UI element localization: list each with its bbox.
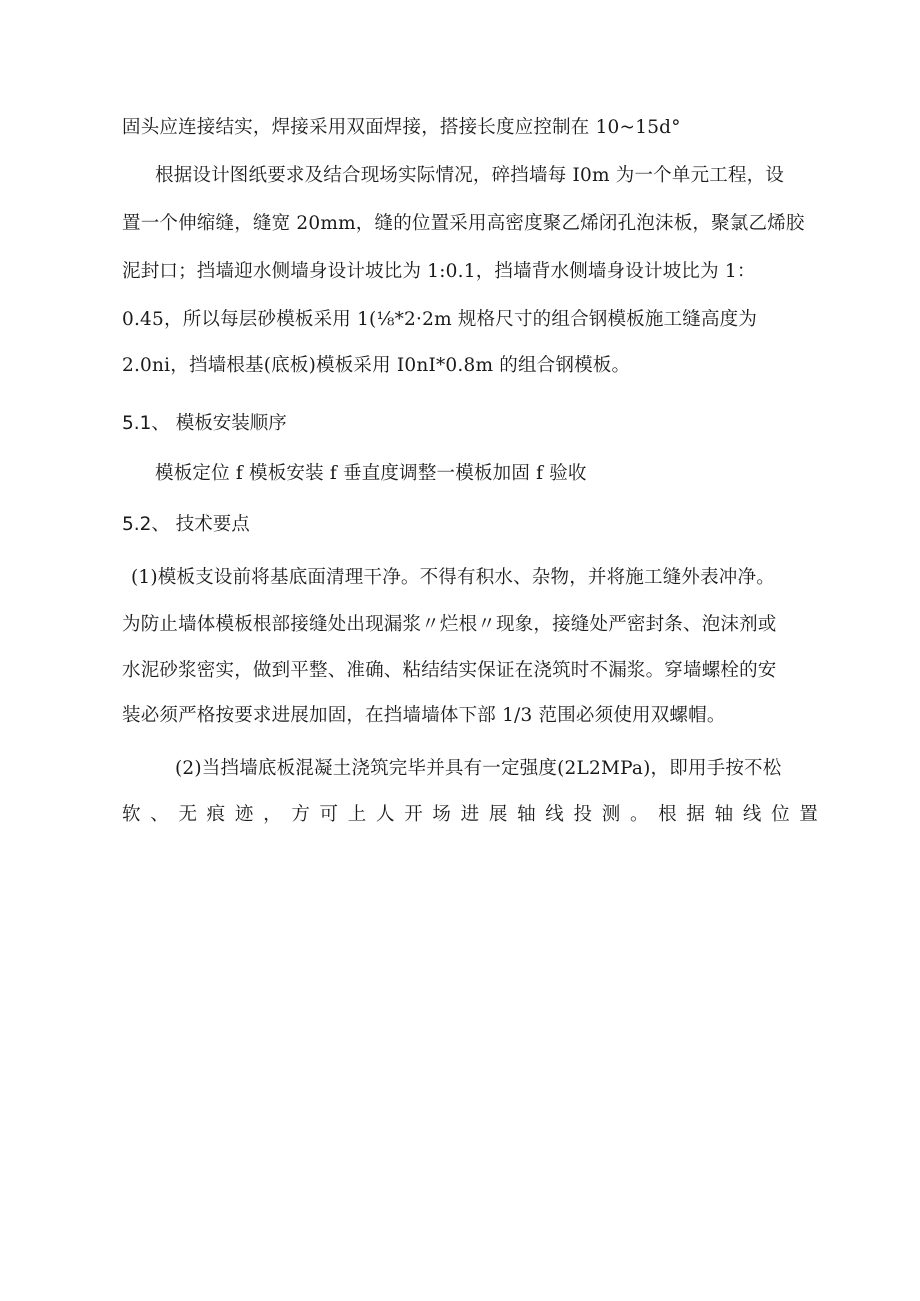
- paragraph-line: (2)当挡墙底板混凝土浇筑完毕并具有一定强度(2L2MPa)，即用手按不松: [175, 758, 782, 779]
- paragraph-line: (1)模板支设前将基底面清理干净。不得有积水、杂物，并将施工缝外表冲净。: [131, 567, 775, 588]
- paragraph-line: 0.45，所以每层砂模板采用 1(⅛*2·2m 规格尺寸的组合钢模板施工缝高度为: [122, 309, 758, 330]
- paragraph-line: 装必须严格按要求进展加固，在挡墙墙体下部 1/3 范围必须使用双螺帽。: [122, 705, 726, 726]
- process-flow: 模板定位 f 模板安装 f 垂直度调整一模板加固 f 验收: [155, 463, 587, 484]
- paragraph-line: 2.0ni，挡墙根基(底板)模板采用 I0nI*0.8m 的组合钢模板。: [122, 355, 631, 376]
- paragraph-line: 置一个伸缩缝，缝宽 20mm，缝的位置采用高密度聚乙烯闭孔泡沫板，聚氯乙烯胶: [122, 213, 805, 234]
- paragraph-line: 为防止墙体模板根部接缝处出现漏浆〃烂根〃现象，接缝处严密封条、泡沫剂或: [122, 614, 777, 635]
- paragraph-line: 泥封口；挡墙迎水侧墙身设计坡比为 1:0.1，挡墙背水侧墙身设计坡比为 1：: [122, 261, 756, 282]
- section-heading: 5.2、 技术要点: [122, 514, 250, 535]
- paragraph-line: 软、无痕迹，方可上人开场进展轴线投测。根据轴线位置: [122, 804, 818, 825]
- paragraph-line: 根据设计图纸要求及结合现场实际情况，碎挡墙每 I0m 为一个单元工程，设: [155, 165, 785, 186]
- paragraph-line: 固头应连接结实，焊接采用双面焊接，搭接长度应控制在 10~15d°: [122, 117, 681, 138]
- section-heading: 5.1、 模板安装顺序: [122, 413, 287, 434]
- paragraph-line: 水泥砂浆密实，做到平整、准确、粘结结实保证在浇筑时不漏浆。穿墙螺栓的安: [122, 660, 777, 681]
